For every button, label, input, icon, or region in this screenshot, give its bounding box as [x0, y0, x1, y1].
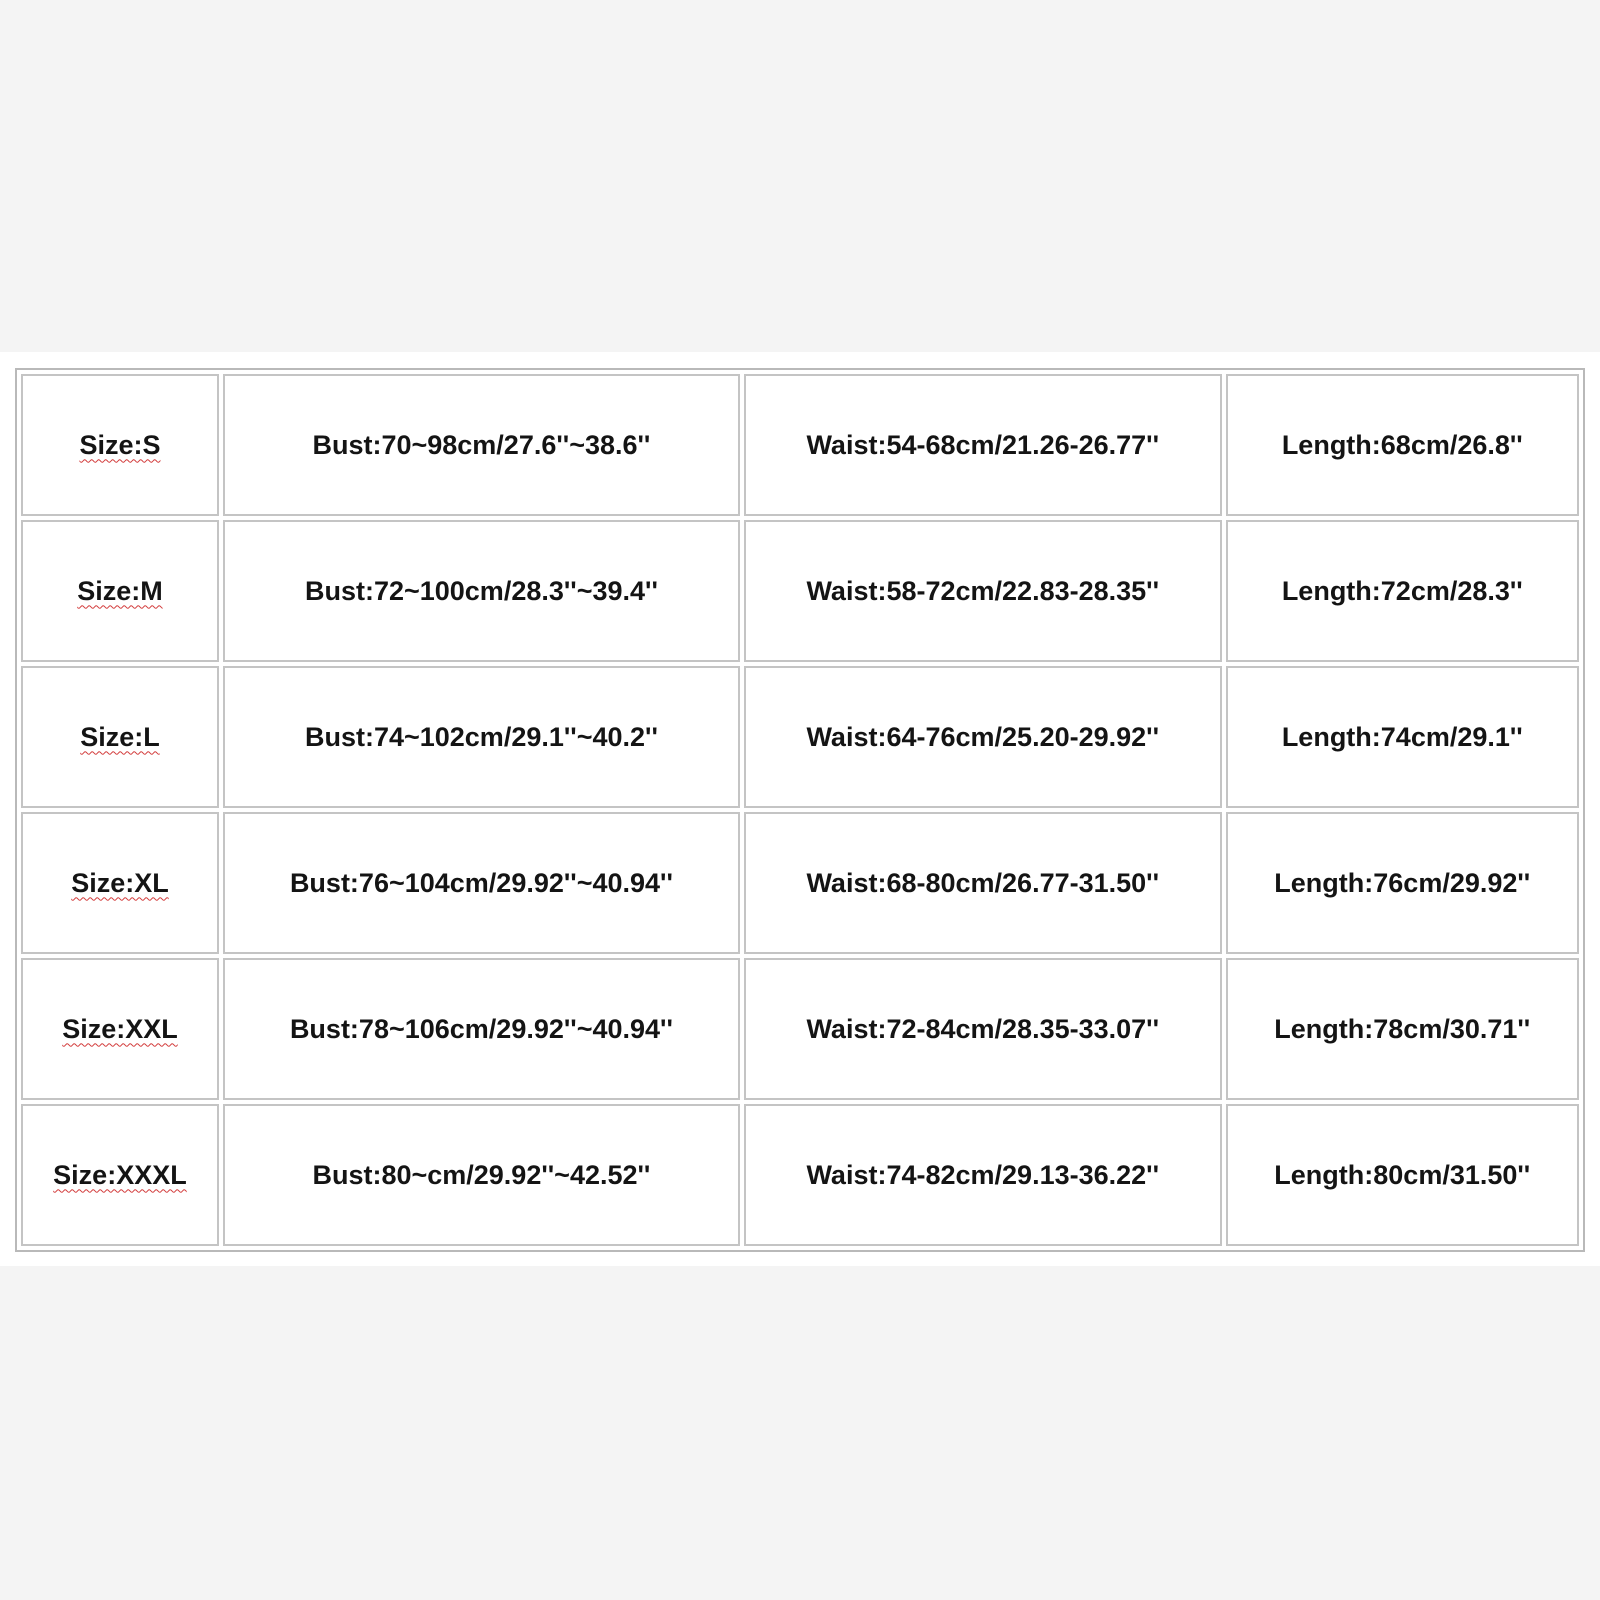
size-label: Size:M [77, 575, 163, 606]
waist-cell: Waist:72-84cm/28.35-33.07'' [744, 958, 1222, 1100]
size-label: Size:S [79, 429, 161, 460]
size-chart-table [15, 368, 1585, 1252]
size-cell [21, 374, 219, 516]
length-cell: Length:68cm/26.8'' [1226, 374, 1579, 516]
length-cell: Length:78cm/30.71'' [1226, 958, 1579, 1100]
size-cell [21, 520, 219, 662]
size-label: Size:XXXL [53, 1159, 187, 1190]
size-cell [21, 958, 219, 1100]
table-row [21, 1104, 1579, 1246]
size-cell [21, 666, 219, 808]
waist-cell: Waist:68-80cm/26.77-31.50'' [744, 812, 1222, 954]
bust-cell: Bust:72~100cm/28.3''~39.4'' [223, 520, 740, 662]
bust-cell: Bust:80~cm/29.92''~42.52'' [223, 1104, 740, 1246]
table-row [21, 812, 1579, 954]
bust-cell: Bust:76~104cm/29.92''~40.94'' [223, 812, 740, 954]
table-row [21, 520, 1579, 662]
length-cell: Length:72cm/28.3'' [1226, 520, 1579, 662]
size-cell [21, 812, 219, 954]
length-cell: Length:74cm/29.1'' [1226, 666, 1579, 808]
length-cell: Length:80cm/31.50'' [1226, 1104, 1579, 1246]
size-label: Size:XXL [62, 1013, 178, 1044]
size-label: Size:L [80, 721, 160, 752]
size-cell [21, 1104, 219, 1246]
bust-cell: Bust:78~106cm/29.92''~40.94'' [223, 958, 740, 1100]
table-row [21, 374, 1579, 516]
waist-cell: Waist:74-82cm/29.13-36.22'' [744, 1104, 1222, 1246]
bust-cell: Bust:70~98cm/27.6''~38.6'' [223, 374, 740, 516]
table-row [21, 666, 1579, 808]
table-row [21, 958, 1579, 1100]
size-label: Size:XL [71, 867, 169, 898]
length-cell: Length:76cm/29.92'' [1226, 812, 1579, 954]
waist-cell: Waist:54-68cm/21.26-26.77'' [744, 374, 1222, 516]
waist-cell: Waist:58-72cm/22.83-28.35'' [744, 520, 1222, 662]
bust-cell: Bust:74~102cm/29.1''~40.2'' [223, 666, 740, 808]
waist-cell: Waist:64-76cm/25.20-29.92'' [744, 666, 1222, 808]
